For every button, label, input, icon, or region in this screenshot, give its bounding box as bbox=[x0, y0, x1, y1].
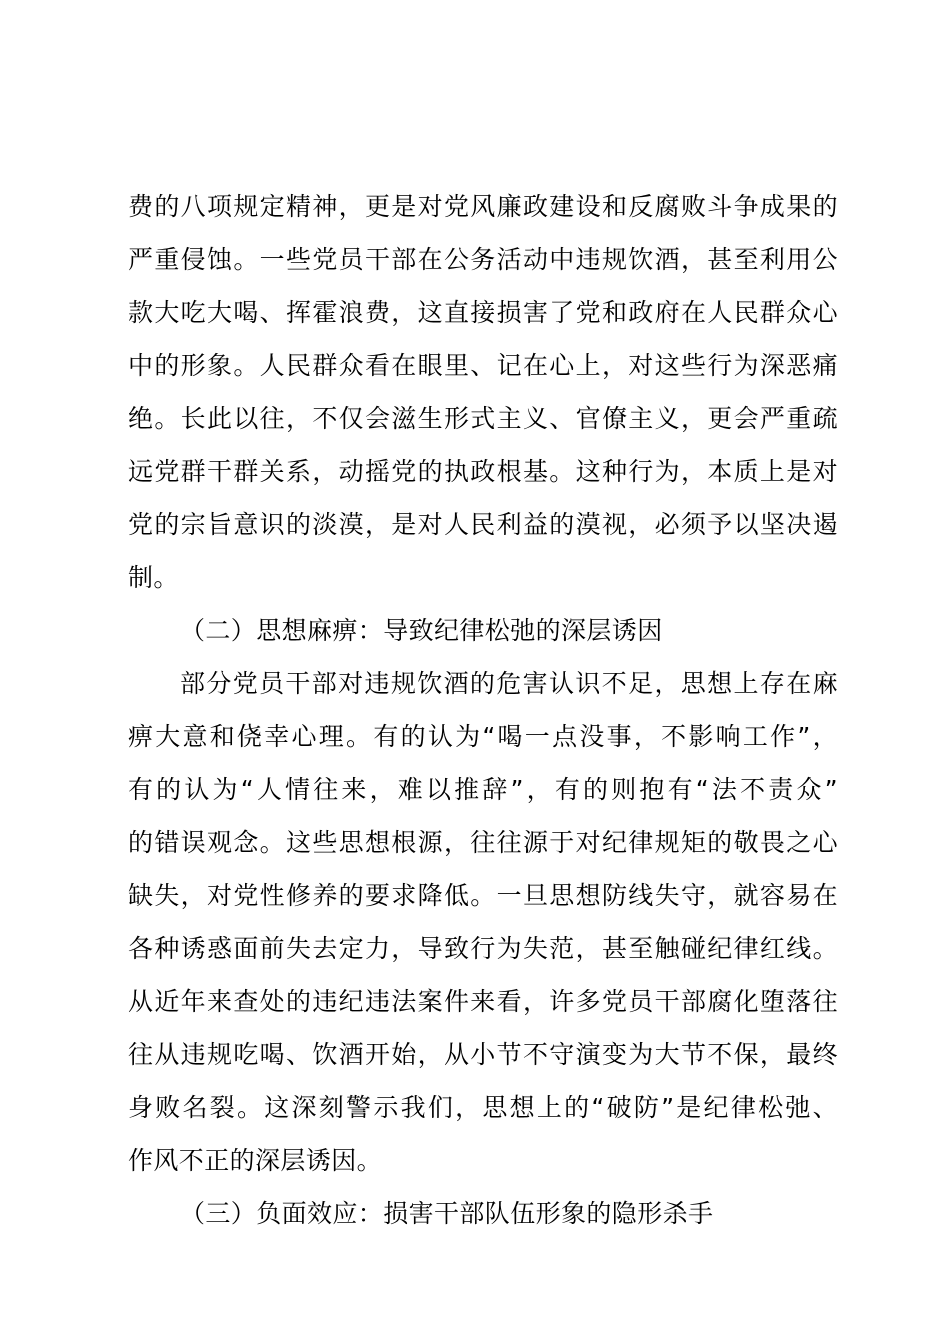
paragraph-1-line-7: 党的宗旨意识的淡漠，是对人民利益的漠视，必须予以坚决遏 bbox=[128, 510, 838, 539]
paragraph-2-line-8: 往从违规吃喝、饮酒开始，从小节不守演变为大节不保，最终 bbox=[128, 1040, 838, 1069]
paragraph-2-line-7: 从近年来查处的违纪违法案件来看，许多党员干部腐化堕落往 bbox=[128, 987, 838, 1016]
paragraph-2-line-10: 作风不正的深层诱因。 bbox=[128, 1146, 383, 1175]
paragraph-2-line-5: 缺失，对党性修养的要求降低。一旦思想防线失守，就容易在 bbox=[128, 881, 838, 910]
paragraph-2-line-4: 的错误观念。这些思想根源，往往源于对纪律规矩的敬畏之心 bbox=[128, 828, 838, 857]
section-heading-2: （二）思想麻痹：导致纪律松弛的深层诱因 bbox=[180, 616, 663, 645]
paragraph-1-line-1: 费的八项规定精神，更是对党风廉政建设和反腐败斗争成果的 bbox=[128, 192, 838, 221]
paragraph-2-line-2: 痹大意和侥幸心理。有的认为“喝一点没事，不影响工作”， bbox=[128, 722, 838, 751]
paragraph-1-line-5: 绝。长此以往，不仅会滋生形式主义、官僚主义，更会严重疏 bbox=[128, 404, 838, 433]
paragraph-2-line-9: 身败名裂。这深刻警示我们，思想上的“破防”是纪律松弛、 bbox=[128, 1093, 838, 1122]
paragraph-2-line-1: 部分党员干部对违规饮酒的危害认识不足，思想上存在麻 bbox=[180, 669, 838, 698]
paragraph-2-line-6: 各种诱惑面前失去定力，导致行为失范，甚至触碰纪律红线。 bbox=[128, 934, 838, 963]
paragraph-2-line-3: 有的认为“人情往来，难以推辞”，有的则抱有“法不责众” bbox=[128, 775, 838, 804]
paragraph-1-line-3: 款大吃大喝、挥霍浪费，这直接损害了党和政府在人民群众心 bbox=[128, 298, 838, 327]
paragraph-1-line-4: 中的形象。人民群众看在眼里、记在心上，对这些行为深恶痛 bbox=[128, 351, 838, 380]
section-heading-3: （三）负面效应：损害干部队伍形象的隐形杀手 bbox=[180, 1199, 714, 1228]
paragraph-1-line-8: 制。 bbox=[128, 563, 179, 592]
paragraph-1-line-2: 严重侵蚀。一些党员干部在公务活动中违规饮酒，甚至利用公 bbox=[128, 245, 838, 274]
paragraph-1-line-6: 远党群干群关系，动摇党的执政根基。这种行为，本质上是对 bbox=[128, 457, 838, 486]
